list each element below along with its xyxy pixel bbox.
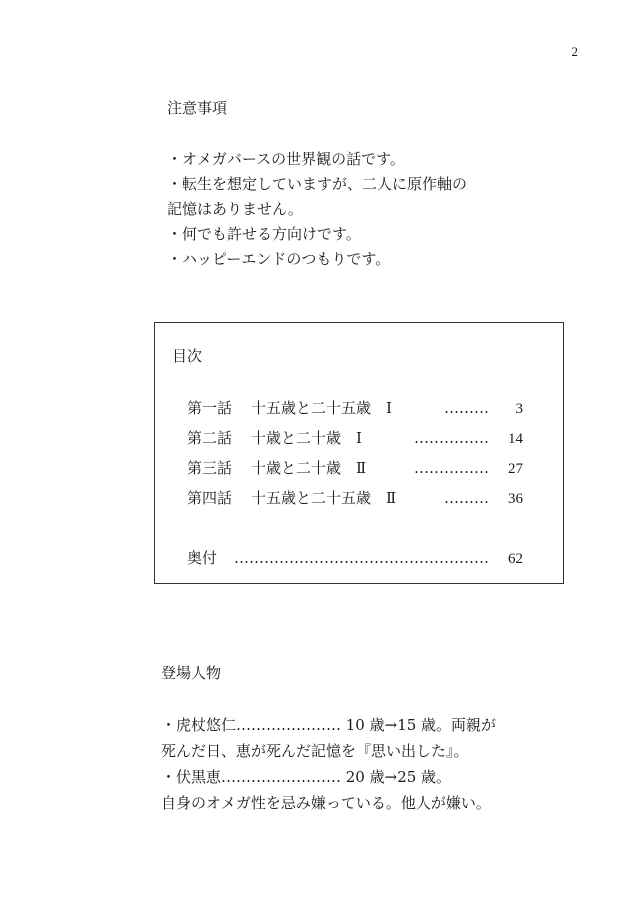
toc-entry: [187, 487, 523, 517]
toc-episode: 第二話: [187, 429, 233, 447]
character-line: ・伏黒恵…………………… 20 歳→25 歳。: [161, 768, 452, 786]
notes-line: ・転生を想定していますが、二人に原作軸の: [167, 175, 468, 193]
notes-line: ・オメガバースの世界観の話です。: [167, 150, 405, 168]
toc-page: 14: [508, 431, 523, 447]
notes-section: [167, 96, 587, 272]
toc-title: 目次: [172, 347, 203, 365]
toc-episode: 第四話: [187, 489, 233, 507]
toc-colophon: [187, 547, 523, 577]
toc-entry-title: 十歳と二十歳 Ⅱ: [251, 459, 367, 477]
toc-episode: 第三話: [187, 459, 233, 477]
toc-entry-title: 十五歳と二十五歳 Ⅱ: [251, 489, 397, 507]
table-of-contents: [154, 322, 564, 584]
toc-entry-title: 十五歳と二十五歳 Ⅰ: [251, 399, 392, 417]
toc-entry: [187, 457, 523, 487]
characters-heading: 登場人物: [161, 664, 222, 682]
character-line: ・虎杖悠仁………………… 10 歳→15 歳。両親が: [161, 716, 497, 734]
toc-colophon-label: 奥付: [187, 549, 218, 567]
toc-page: 36: [508, 491, 523, 507]
notes-line: ・何でも許せる方向けです。: [167, 225, 361, 243]
toc-leader: ………: [444, 489, 489, 507]
character-line: 死んだ日、恵が死んだ記憶を『思い出した』。: [161, 742, 469, 760]
toc-entry-title: 十歳と二十歳 Ⅰ: [251, 429, 362, 447]
toc-leader: ………: [444, 399, 489, 417]
toc-entry: [187, 427, 523, 457]
toc-leader: ……………………………………………: [234, 549, 489, 567]
toc-page: 3: [515, 401, 523, 417]
notes-line: ・ハッピーエンドのつもりです。: [167, 250, 391, 268]
toc-list: [187, 397, 523, 577]
notes-heading: 注意事項: [167, 99, 228, 117]
characters-section: [161, 660, 581, 816]
toc-entry: [187, 397, 523, 427]
notes-line: 記憶はありません。: [167, 200, 303, 218]
toc-page: 62: [508, 551, 523, 567]
toc-page: 27: [508, 461, 523, 477]
toc-leader: ……………: [414, 429, 489, 447]
character-line: 自身のオメガ性を忌み嫌っている。他人が嫌い。: [161, 794, 491, 812]
toc-leader: ……………: [414, 459, 489, 477]
page-number: 2: [571, 44, 578, 59]
toc-episode: 第一話: [187, 399, 233, 417]
